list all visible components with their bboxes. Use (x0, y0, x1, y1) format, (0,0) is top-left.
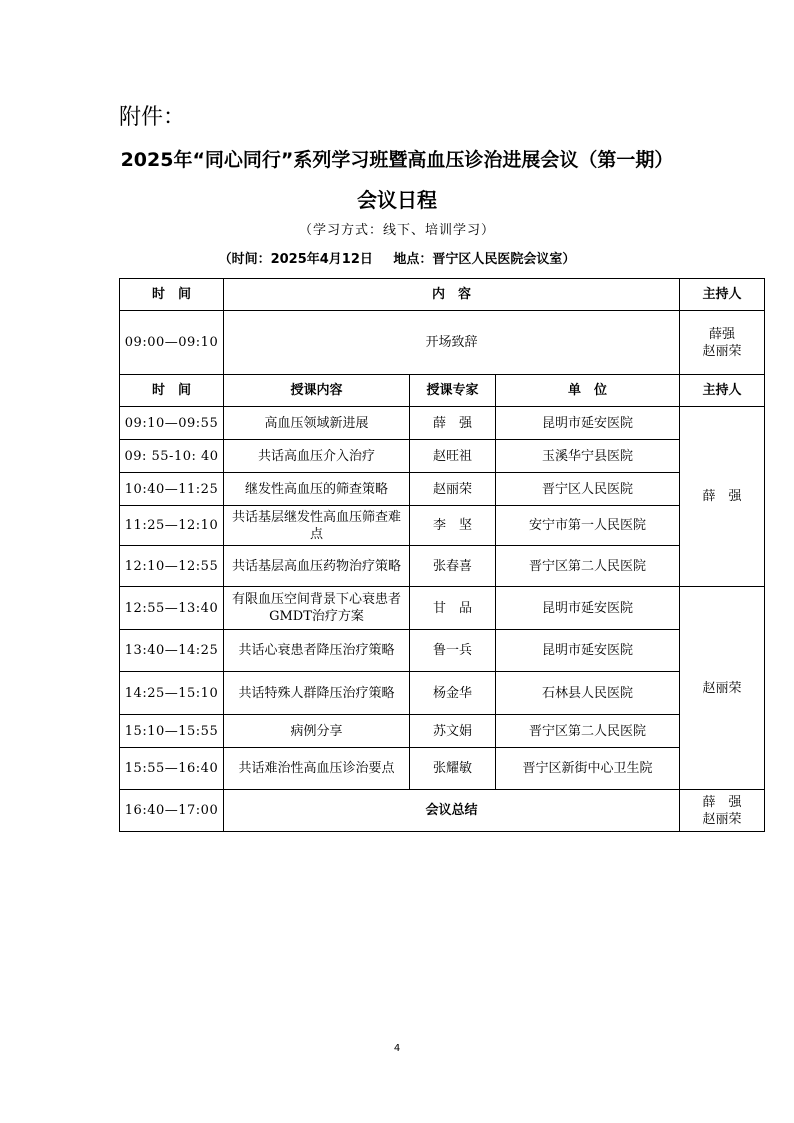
session-unit: 昆明市延安医院 (496, 630, 680, 672)
meeting-time: （时间：2025年4月12日 (218, 252, 373, 267)
session-unit: 昆明市延安医院 (496, 587, 680, 630)
opening-time: 09:00—09:10 (120, 311, 224, 375)
session-expert: 李 坚 (410, 506, 496, 546)
session-topic: 高血压领域新进展 (224, 407, 410, 440)
subheader-unit: 单 位 (496, 375, 680, 407)
header-content: 内 容 (224, 279, 680, 311)
session-expert: 赵丽荣 (410, 473, 496, 506)
session-time: 10:40—11:25 (120, 473, 224, 506)
closing-host (680, 790, 765, 832)
host-group-2: 赵丽荣 (680, 587, 765, 790)
session-time: 09:10—09:55 (120, 407, 224, 440)
session-expert: 鲁一兵 (410, 630, 496, 672)
table-row (120, 506, 765, 546)
session-topic: 共话难治性高血压诊治要点 (224, 748, 410, 790)
table-row (120, 407, 765, 440)
subheader-time: 时 间 (120, 375, 224, 407)
session-expert: 张耀敏 (410, 748, 496, 790)
subheader-host: 主持人 (680, 375, 765, 407)
session-unit: 晋宁区第二人民医院 (496, 546, 680, 587)
schedule-table (119, 278, 765, 832)
host-group-1: 薛 强 (680, 407, 765, 587)
closing-time: 16:40—17:00 (120, 790, 224, 832)
session-topic: 共话基层高血压药物治疗策略 (224, 546, 410, 587)
opening-host-1: 薛强 (709, 326, 736, 342)
session-time: 15:55—16:40 (120, 748, 224, 790)
session-unit: 石林县人民医院 (496, 672, 680, 715)
session-expert: 薛 强 (410, 407, 496, 440)
subheader-expert: 授课专家 (410, 375, 496, 407)
session-topic: 共话高血压介入治疗 (224, 440, 410, 473)
closing-host-1: 薛 强 (702, 794, 742, 810)
opening-content: 开场致辞 (224, 311, 680, 375)
session-unit: 晋宁区新街中心卫生院 (496, 748, 680, 790)
session-expert: 张春喜 (410, 546, 496, 587)
session-time: 15:10—15:55 (120, 715, 224, 748)
session-time: 14:25—15:10 (120, 672, 224, 715)
closing-host-2: 赵丽荣 (702, 811, 742, 827)
opening-host (680, 311, 765, 375)
session-topic: 共话心衰患者降压治疗策略 (224, 630, 410, 672)
session-unit: 晋宁区人民医院 (496, 473, 680, 506)
table-header-row (120, 279, 765, 311)
session-expert: 苏文娟 (410, 715, 496, 748)
session-expert: 赵旺祖 (410, 440, 496, 473)
session-topic: 继发性高血压的筛查策略 (224, 473, 410, 506)
table-row (120, 473, 765, 506)
table-row (120, 715, 765, 748)
session-unit: 昆明市延安医院 (496, 407, 680, 440)
session-unit: 玉溪华宁县医院 (496, 440, 680, 473)
opening-host-2: 赵丽荣 (702, 343, 742, 359)
session-topic: 病例分享 (224, 715, 410, 748)
table-row (120, 440, 765, 473)
table-row (120, 672, 765, 715)
page-number: 4 (393, 1043, 401, 1054)
table-row (120, 748, 765, 790)
session-time: 12:55—13:40 (120, 587, 224, 630)
table-row (120, 630, 765, 672)
header-host: 主持人 (680, 279, 765, 311)
document-subtitle: 会议日程 (357, 188, 437, 212)
closing-content: 会议总结 (224, 790, 680, 832)
document-title: 2025年“同心同行”系列学习班暨高血压诊治进展会议（第一期） (120, 149, 674, 171)
session-unit: 晋宁区第二人民医院 (496, 715, 680, 748)
time-place-line (0, 248, 794, 267)
session-time: 09: 55-10: 40 (120, 440, 224, 473)
study-mode: （学习方式：线下、培训学习） (298, 223, 495, 238)
table-row (120, 546, 765, 587)
session-time: 13:40—14:25 (120, 630, 224, 672)
annex-label: 附件： (119, 105, 186, 130)
header-time: 时 间 (120, 279, 224, 311)
session-time: 11:25—12:10 (120, 506, 224, 546)
session-topic: 有限血压空间背景下心衰患者GMDT治疗方案 (224, 587, 410, 630)
table-row-closing (120, 790, 765, 832)
meeting-place: 地点：晋宁区人民医院会议室） (393, 252, 576, 267)
session-topic: 共话基层继发性高血压筛查难点 (224, 506, 410, 546)
subheader-topic: 授课内容 (224, 375, 410, 407)
session-time: 12:10—12:55 (120, 546, 224, 587)
table-subheader-row (120, 375, 765, 407)
session-expert: 杨金华 (410, 672, 496, 715)
table-row-opening (120, 311, 765, 375)
session-topic: 共话特殊人群降压治疗策略 (224, 672, 410, 715)
table-row (120, 587, 765, 630)
session-unit: 安宁市第一人民医院 (496, 506, 680, 546)
session-expert: 甘 品 (410, 587, 496, 630)
